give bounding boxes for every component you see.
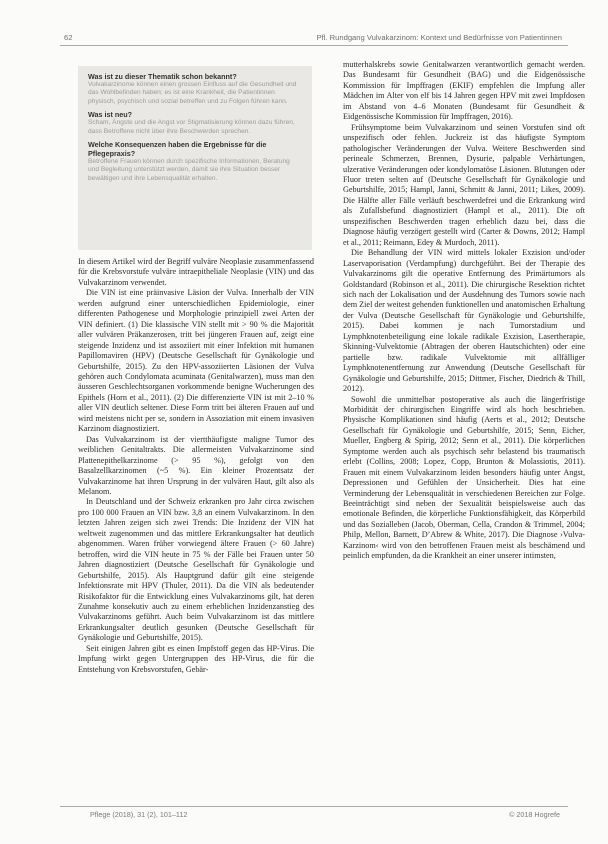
paragraph: In diesem Artikel wird der Begriff vulväre Neoplasie zusammenfassend für die Krebsvorstufe vulväre intraepitheliale Neoplasie (VIN) und das Vulvakarzinom verwendet. <box>78 257 314 287</box>
paragraph: In Deutschland und der Schweiz erkranken pro Jahr circa zwischen pro 100 000 Frauen an VIN bzw. 3,8 an einem Vulvakarzinom. In den letzten Jahren zeigen sich zwei Trends: Die Inzidenz der VIN hat weltweit zugenommen und das mittlere Erkrankungsalter hat deutlich abgenommen. Waren früher vorwiegend ältere Frauen (> 60 Jahre) betroffen, wird die VIN heute in 75 % der Fälle bei Frauen unter 50 Jahren diagnostiziert (Deutsche Gesellschaft für Gynäkologie und Geburtshilfe, 2015). Als Hauptgrund dafür gilt eine steigende Infektionsrate mit HPV (Thuler, 2011). Da die VIN als bedeutender Risikofaktor für die Entwicklung eines Vulvakarzinoms gilt, hat deren Zunahme konsekutiv auch zu einem erheblichen Inzidenzanstieg des Vulvakarzinoms geführt. Auch beim Vulvakarzinom ist das mittlere Erkrankungsalter deutlich gesunken (Deutsche Gesellschaft für Gynäkologie und Geburtshilfe, 2015). <box>78 497 314 643</box>
paragraph: Sowohl die unmittelbar postoperative als auch die längerfristige Morbidität der chirurgischen Eingriffe wird als hoch beschrieben. Physische Komplikationen sind häufig (Aerts et al., 2012; Deutsche Gesellschaft für Gynäkologie und Geburtshilfe, 2015; Senn, Eicher, Mueller, Engberg & Spirig, 2012; Senn et al., 2011). Die körperlichen Symptome werden auch als psychisch sehr belastend bis traumatisch erlebt (Collins, 2008; Lopez, Copp, Brunton & Molassiotis, 2011). Frauen mit einem Vulvakarzinom leiden besonders häufig unter Angst, Depressionen und Gefühlen der Unsicherheit. Dies hat eine Verminderung der Lebensqualität in verschiedenen Bereichen zur Folge. Beeinträchtigt sind neben der Sexualität beispielsweise auch das emotionale Befinden, die körperliche Funktionsfähigkeit, das Körperbild und das Sozialleben (Jacob, Oberman, Cella, Crandon & Trimmel, 2004; Philp, Mellon, Barnett, D’Abrew & White, 2017). Die Diagnose ›Vulva-Karzinom‹ wird von den betroffenen Frauen meist als beschämend und peinlich empfunden, da die Krankheit an einer unserer intimsten, <box>343 394 585 561</box>
paragraph: Die VIN ist eine präinvasive Läsion der Vulva. Innerhalb der VIN werden aufgrund einer unterschiedlichen Epidemiologie, einer differenten Pathogenese und Morphologie prinzipiell zwei Arten der VIN definiert. (1) Die klassische VIN stellt mit > 90 % die Majorität aller vulvären Präkanzerosen, tritt bei jüngeren Frauen auf, zeigt eine steigende Inzidenz und ist assoziiert mit einer Infektion mit humanen Papillomaviren (HPV) (Deutsche Gesellschaft für Gynäkologie und Geburtshilfe, 2015). Zu den HPV-assoziierten Läsionen der Vulva gehören auch Condylomata acuminata (Genitalwarzen), muss man den äusseren Geschlechtsorganen vorkommende benigne Wucherungen des Epithels (Horn et al., 2011). (2) Die differenzierte VIN ist mit 2–10 % aller VIN deutlich seltener. Diese Form tritt bei älteren Frauen auf und wird meistens nicht per se, sondern in Assoziation mit einem invasiven Karzinom diagnostiziert. <box>78 288 314 434</box>
summary-question-known: Was ist zu dieser Thematik schon bekannt? <box>88 72 237 81</box>
page-number: 62 <box>64 33 73 42</box>
paragraph: mutterhalskrebs sowie Genitalwarzen verantwortlich gemacht werden. Das Bundesamt für Gesundheit (BAG) und die Eidgenössische Kommission für Impffragen (EKIF) empfehlen die Impfung aller Mädchen im Alter von elf bis 14 Jahren gegen HPV mit zwei Impfdosen im Abstand von 4–6 Monaten (Bundesamt für Gesundheit & Eidgenössische Kommission für Impffragen, 2016). <box>343 60 585 122</box>
summary-question-new: Was ist neu? <box>88 110 133 120</box>
footer-rule <box>60 806 568 807</box>
paragraph: Die Behandlung der VIN wird mittels lokaler Exzision und/oder Laservaporisation (Verdampfung) durchgeführt. Bei der Therapie des Vulvakarzinoms gilt die operative Entfernung des Primärtumors als Goldstandard (Robinson et al., 2011). Die chirurgische Resektion richtet sich nach der Lokalisation und der Ausdehnung des Tumors sowie nach dem Ziel der weitest gehenden funktionellen und anatomischen Erhaltung der Vulva (Deutsche Gesellschaft für Gynäkologie und Geburtshilfe, 2015). Dabei kommen je nach Tumorstadium und Lymphknotenbeteiligung eine lokale radikale Exzision, Lasertherapie, Skinning-Vulvektomie (Abtragen der oberen Hautschichten) oder eine partielle bzw. radikale Vulvektomie mit allfälliger Lymphknotenentfernung zur Anwendung (Deutsche Gesellschaft für Gynäkologie und Geburtshilfe, 2015; Dittmer, Fischer, Diedrich & Thill, 2012). <box>343 248 585 394</box>
summary-answer-consequences: Betroffene Frauen können durch spezifische Informationen, Beratung und Begleitung unterstützt werden, damit sie ihre Situation besser bewältigen und ihre Lebensqualität erhalten. <box>88 158 290 182</box>
left-column <box>78 257 314 675</box>
right-column <box>343 60 585 562</box>
header-rule <box>60 45 568 46</box>
publisher-credit: © 2018 Hogrefe <box>509 810 560 819</box>
paragraph: Seit einigen Jahren gibt es einen Impfstoff gegen das HP-Virus. Die Impfung wirkt gegen Untergruppen des HP-Virus, die für die Entstehung von Krebsvorstufen, Gebär- <box>78 643 314 674</box>
page-header <box>60 30 568 46</box>
paragraph: Das Vulvakarzinom ist der viertthäufigste maligne Tumor des weiblichen Genitaltrakts. Die allermeisten Vulvakarzinome sind Plattenepithelkarzinome (> 95 %), gefolgt von den Basalzellkarzinomen (~5 %). Ein kleiner Prozentsatz der Vulvakarzinome hat ihren Ursprung in der vulvären Haut, gilt also als Melanom. <box>78 434 314 496</box>
page-footer <box>60 806 568 822</box>
running-title: Pfl. Rundgang Vulvakarzinom: Kontext und Bedürfnisse von Patientinnen <box>316 33 562 42</box>
summary-question-consequences: Welche Konsequenzen haben die Ergebnisse für die Pflegepraxis? <box>88 140 267 159</box>
summary-answer-new: Scham, Ängste und die Angst vor Stigmatisierung können dazu führen, dass Betroffene nicht über ihre Beschwerden sprechen. <box>88 119 295 135</box>
summary-box <box>78 66 312 250</box>
journal-citation: Pflege (2018), 31 (2), 101–112 <box>90 810 188 819</box>
paragraph: Frühsymptome beim Vulvakarzinom und seinen Vorstufen sind oft unspezifisch oder fehlen. Juckreiz ist das häufigste Symptom pathologischer Veränderungen der Vulva. Weitere Beschwerden sind perineale Schmerzen, Brennen, Dysurie, palpable Verhärtungen, ulzerative Veränderungen oder kondylomatöse Läsionen. Blutungen oder Fluor treten selten auf (Deutsche Gesellschaft für Gynäkologie und Geburtshilfe, 2015; Hampl, Janni, Schmitt & Janni, 2011; Likes, 2009). Die Hälfte aller Fälle verläuft beschwerdefrei und die Erkrankung wird als Zufallsbefund diagnostiziert (Hampl et al., 2011). Die oft unspezifischen Beschwerden tragen erheblich dazu bei, dass die Diagnose häufig verzögert gestellt wird (Carter & Downs, 2012; Hampl et al., 2011; Reimann, Edey & Murdoch, 2011). <box>343 122 585 247</box>
summary-answer-known: Vulvakarzinome können einen grossen Einfluss auf die Gesundheit und das Wohlbefinden haben; es ist eine Krankheit, die Patientinnen physisch, psychisch und sozial betreffen und zu Folgen führen kann. <box>88 81 297 105</box>
